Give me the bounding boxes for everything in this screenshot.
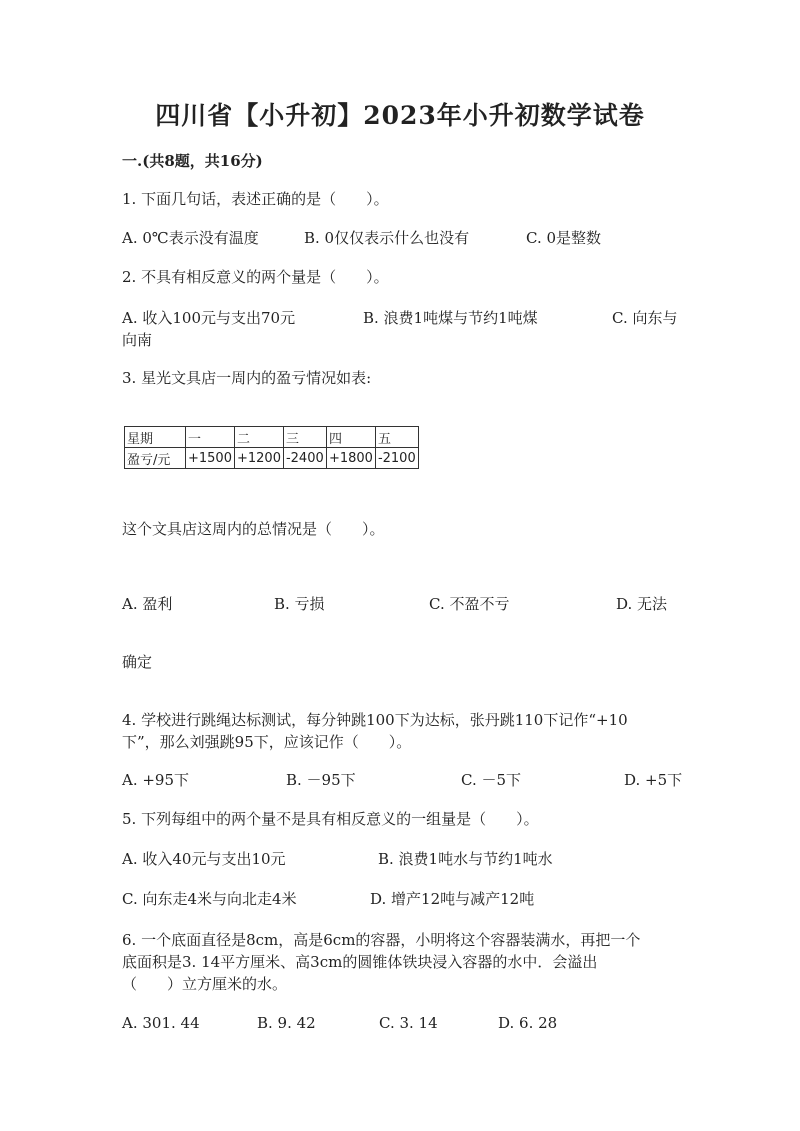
table-cell: 四 bbox=[326, 427, 375, 448]
table-cell: +1200 bbox=[234, 448, 283, 469]
table-cell: 五 bbox=[375, 427, 418, 448]
question-2-stem: 2. 不具有相反意义的两个量是（ ）。 bbox=[122, 268, 389, 286]
table-cell: -2400 bbox=[283, 448, 326, 469]
question-4-stem-line-2: 下”，那么刘强跳95下，应该记作（ ）。 bbox=[122, 733, 412, 751]
profit-loss-table bbox=[124, 426, 419, 469]
question-3-stem: 3. 星光文具店一周内的盈亏情况如表: bbox=[122, 369, 372, 387]
question-4-option-b: B. －95下 bbox=[286, 771, 356, 789]
question-2-option-b: B. 浪费1吨煤与节约1吨煤 bbox=[363, 309, 538, 327]
question-3-option-b: B. 亏损 bbox=[274, 595, 325, 613]
question-6-stem-line-3: （ ）立方厘米的水。 bbox=[122, 975, 288, 993]
question-3-option-a: A. 盈利 bbox=[122, 595, 173, 613]
question-2-option-c: C. 向东与 bbox=[612, 309, 678, 327]
table-cell: 二 bbox=[234, 427, 283, 448]
table-row bbox=[125, 448, 419, 469]
table-header-row bbox=[125, 427, 419, 448]
question-2-option-a: A. 收入100元与支出70元 bbox=[122, 309, 296, 327]
question-4-option-d: D. +5下 bbox=[624, 771, 683, 789]
question-2-continuation: 向南 bbox=[122, 331, 153, 349]
question-3-stem-2: 这个文具店这周内的总情况是（ ）。 bbox=[122, 520, 385, 538]
question-6-option-d: D. 6. 28 bbox=[498, 1014, 558, 1032]
table-cell: 一 bbox=[186, 427, 235, 448]
question-4-option-a: A. +95下 bbox=[122, 771, 190, 789]
question-1-option-b: B. 0仅仅表示什么也没有 bbox=[304, 229, 470, 247]
question-5-option-c: C. 向东走4米与向北走4米 bbox=[122, 890, 297, 908]
question-4-stem-line-1: 4. 学校进行跳绳达标测试，每分钟跳100下为达标，张丹跳110下记作“+10 bbox=[122, 711, 628, 729]
question-5-option-d: D. 增产12吨与减产12吨 bbox=[370, 890, 535, 908]
question-6-option-c: C. 3. 14 bbox=[379, 1014, 438, 1032]
question-1-option-a: A. 0℃表示没有温度 bbox=[122, 229, 259, 247]
table-cell: 三 bbox=[283, 427, 326, 448]
table-cell: -2100 bbox=[375, 448, 418, 469]
question-5-stem: 5. 下列每组中的两个量不是具有相反意义的一组量是（ ）。 bbox=[122, 810, 539, 828]
page-title: 四川省【小升初】2023年小升初数学试卷 bbox=[155, 101, 645, 130]
question-4-option-c: C. －5下 bbox=[461, 771, 522, 789]
question-6-stem-line-1: 6. 一个底面直径是8cm，高是6cm的容器，小明将这个容器装满水，再把一个 bbox=[122, 931, 641, 949]
question-1-stem: 1. 下面几句话，表述正确的是（ ）。 bbox=[122, 190, 389, 208]
question-3-continuation: 确定 bbox=[122, 653, 153, 671]
question-3-option-c: C. 不盈不亏 bbox=[429, 595, 510, 613]
question-6-option-a: A. 301. 44 bbox=[122, 1014, 200, 1032]
table-cell: 盈亏/元 bbox=[125, 448, 186, 469]
question-6-stem-line-2: 底面积是3. 14平方厘米、高3cm的圆锥体铁块浸入容器的水中．会溢出 bbox=[122, 953, 598, 971]
table-cell: 星期 bbox=[125, 427, 186, 448]
question-5-option-b: B. 浪费1吨水与节约1吨水 bbox=[378, 850, 553, 868]
question-6-option-b: B. 9. 42 bbox=[257, 1014, 316, 1032]
question-5-option-a: A. 收入40元与支出10元 bbox=[122, 850, 286, 868]
question-3-option-d: D. 无法 bbox=[616, 595, 668, 613]
table-cell: +1800 bbox=[326, 448, 375, 469]
section-heading: 一.(共8题，共16分) bbox=[122, 152, 263, 170]
question-1-option-c: C. 0是整数 bbox=[526, 229, 602, 247]
table-cell: +1500 bbox=[186, 448, 235, 469]
